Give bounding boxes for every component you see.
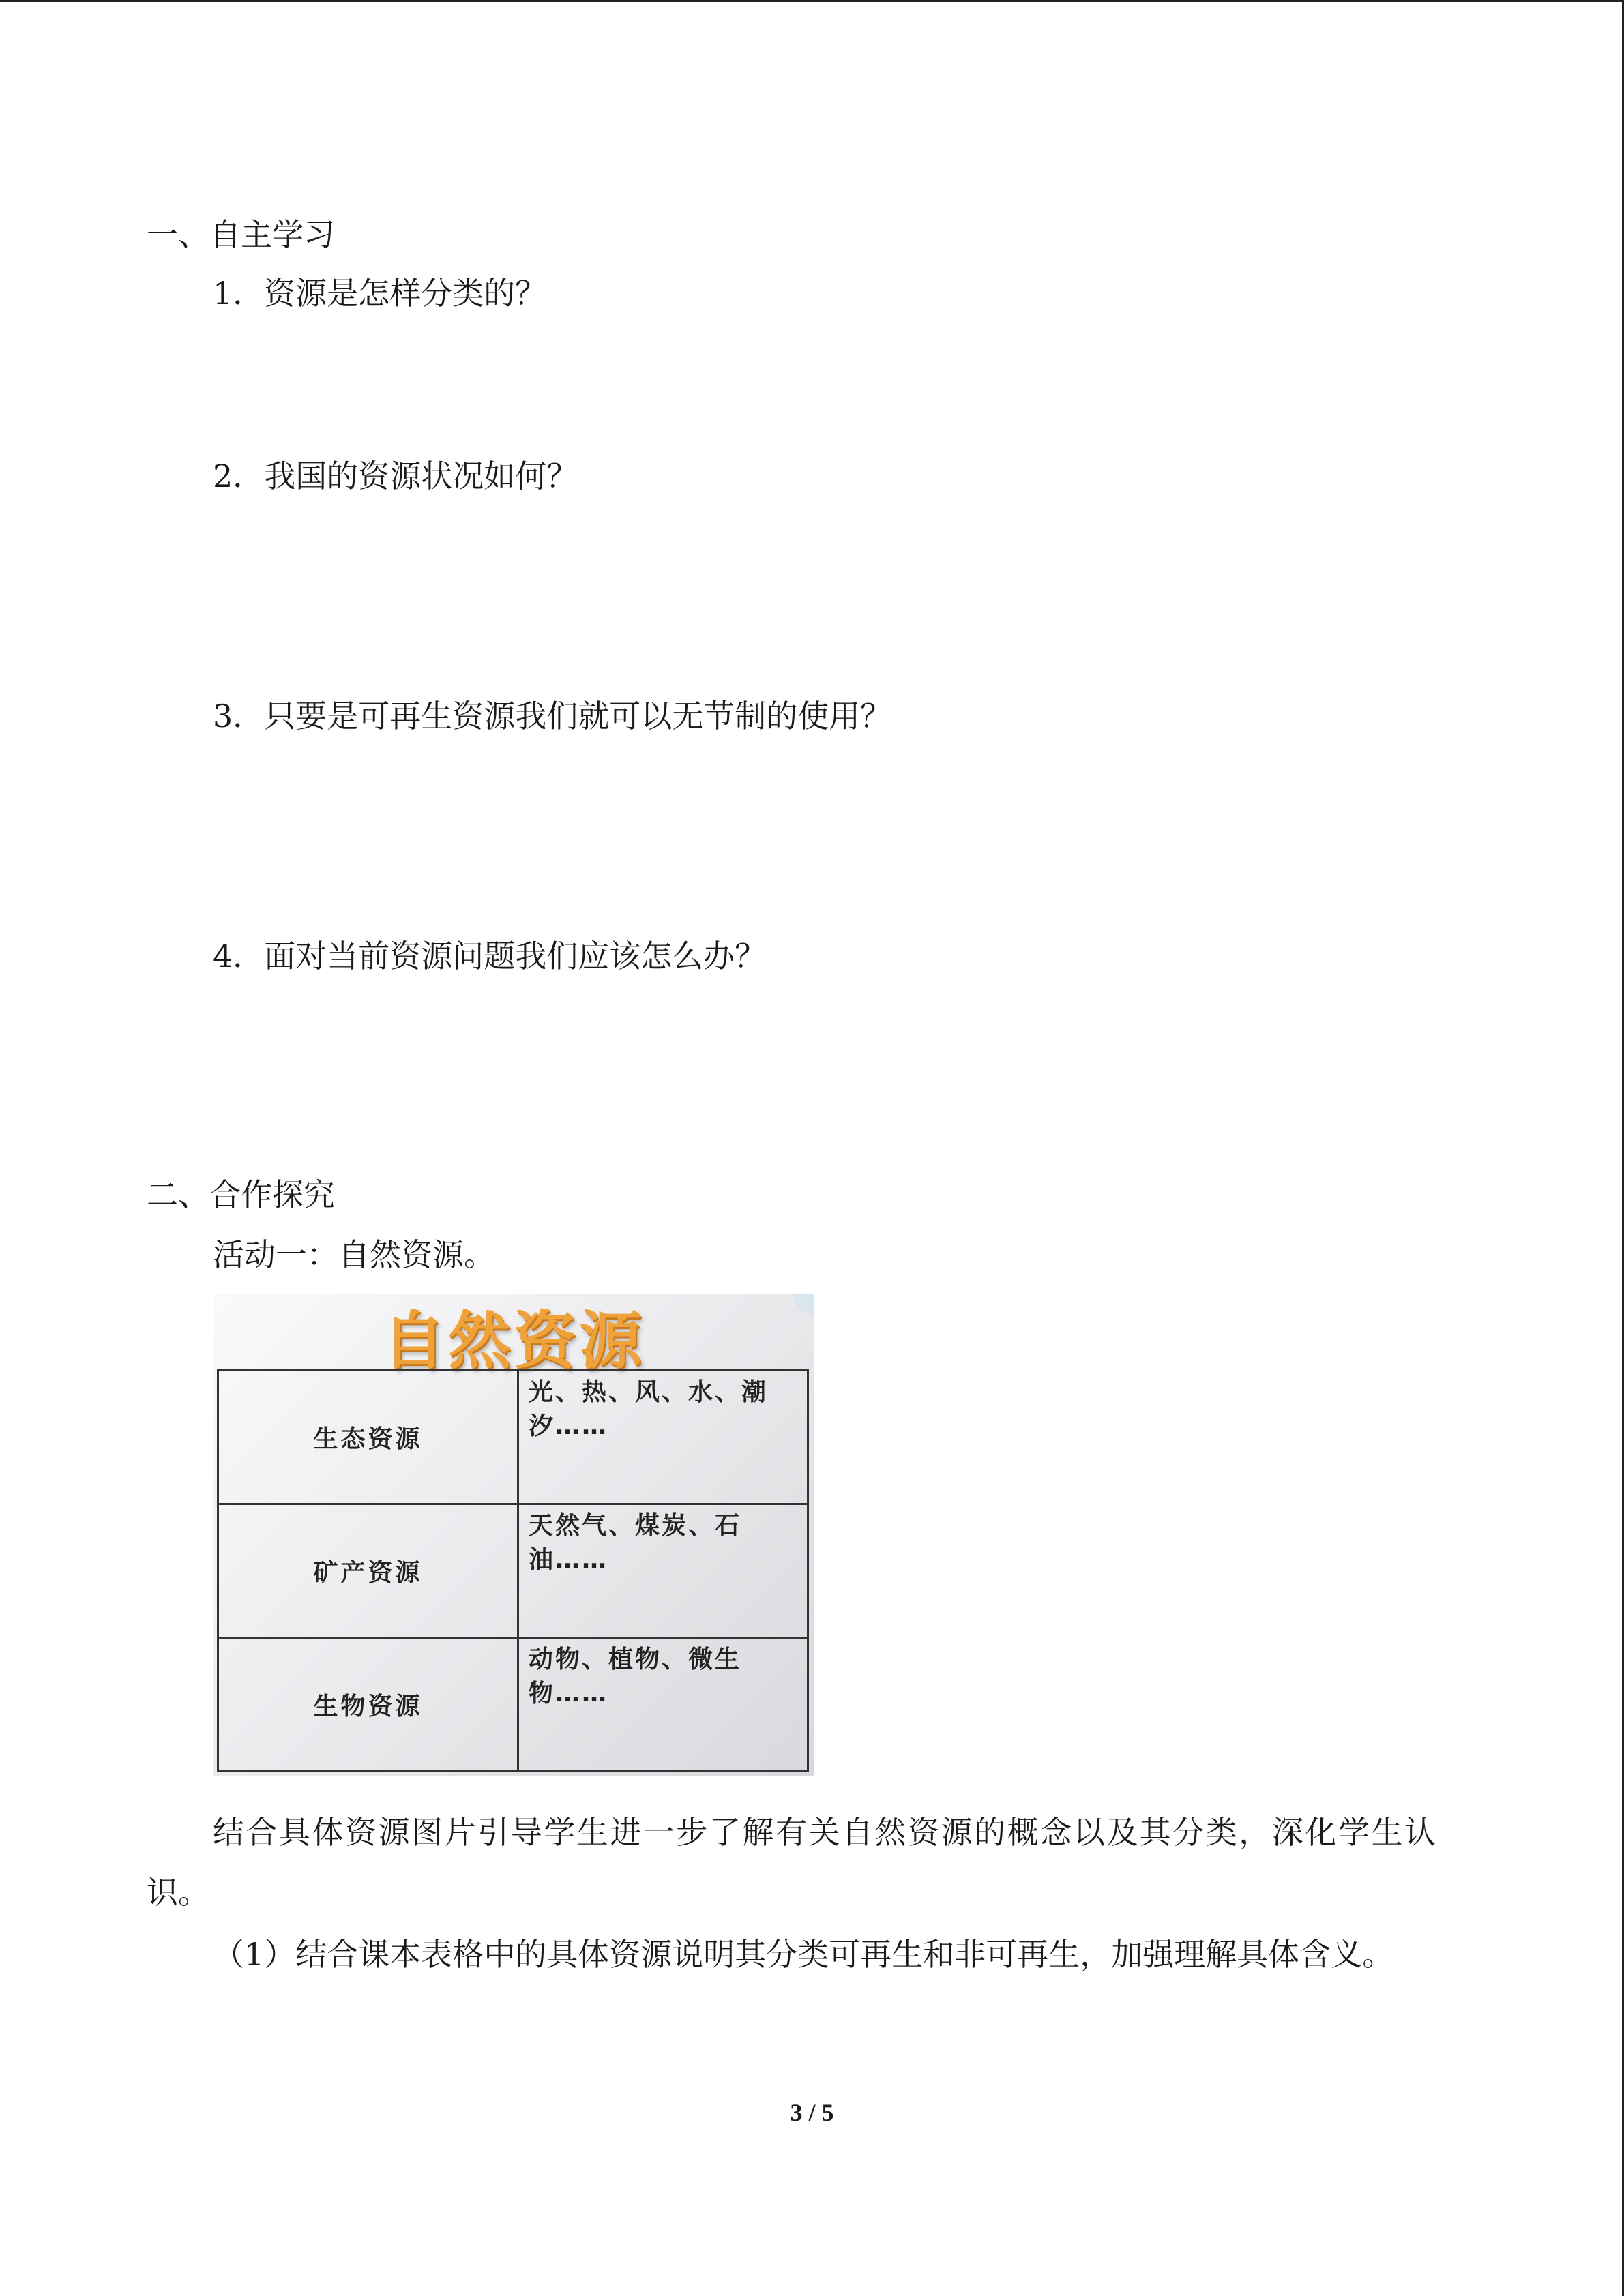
examples-cell: 光、热、风、水、潮汐…… bbox=[518, 1371, 808, 1504]
section1-heading: 一、自主学习 bbox=[147, 216, 335, 253]
question-3: 3．只要是可再生资源我们就可以无节制的使用？ bbox=[213, 698, 892, 734]
section2-heading: 二、合作探究 bbox=[147, 1176, 335, 1213]
question-1: 1．资源是怎样分类的？ bbox=[213, 275, 547, 312]
slide-title: 自然资源 bbox=[382, 1304, 645, 1377]
category-cell: 生物资源 bbox=[218, 1638, 518, 1772]
category-cell: 生态资源 bbox=[218, 1371, 518, 1504]
question-2: 2．我国的资源状况如何？ bbox=[213, 458, 578, 494]
natural-resources-slide bbox=[213, 1294, 814, 1776]
explanation-paragraph: 结合具体资源图片引导学生进一步了解有关自然资源的概念以及其分类，深化学生认识。 bbox=[147, 1814, 1436, 1911]
page-border-top bbox=[0, 0, 1624, 2]
table-row bbox=[218, 1371, 808, 1504]
category-cell: 矿产资源 bbox=[218, 1504, 518, 1638]
resource-table bbox=[217, 1369, 809, 1772]
examples-cell: 动物、植物、微生物…… bbox=[518, 1638, 808, 1772]
table-row bbox=[218, 1504, 808, 1638]
examples-cell: 天然气、煤炭、石油…… bbox=[518, 1504, 808, 1638]
activity-title: 活动一：自然资源。 bbox=[213, 1236, 495, 1273]
page-number: 3 / 5 bbox=[790, 2099, 834, 2126]
question-4: 4．面对当前资源问题我们应该怎么办？ bbox=[213, 938, 767, 974]
point-1: （1）结合课本表格中的具体资源说明其分类可再生和非可再生，加强理解具体含义。 bbox=[213, 1936, 1394, 1973]
table-row bbox=[218, 1638, 808, 1772]
